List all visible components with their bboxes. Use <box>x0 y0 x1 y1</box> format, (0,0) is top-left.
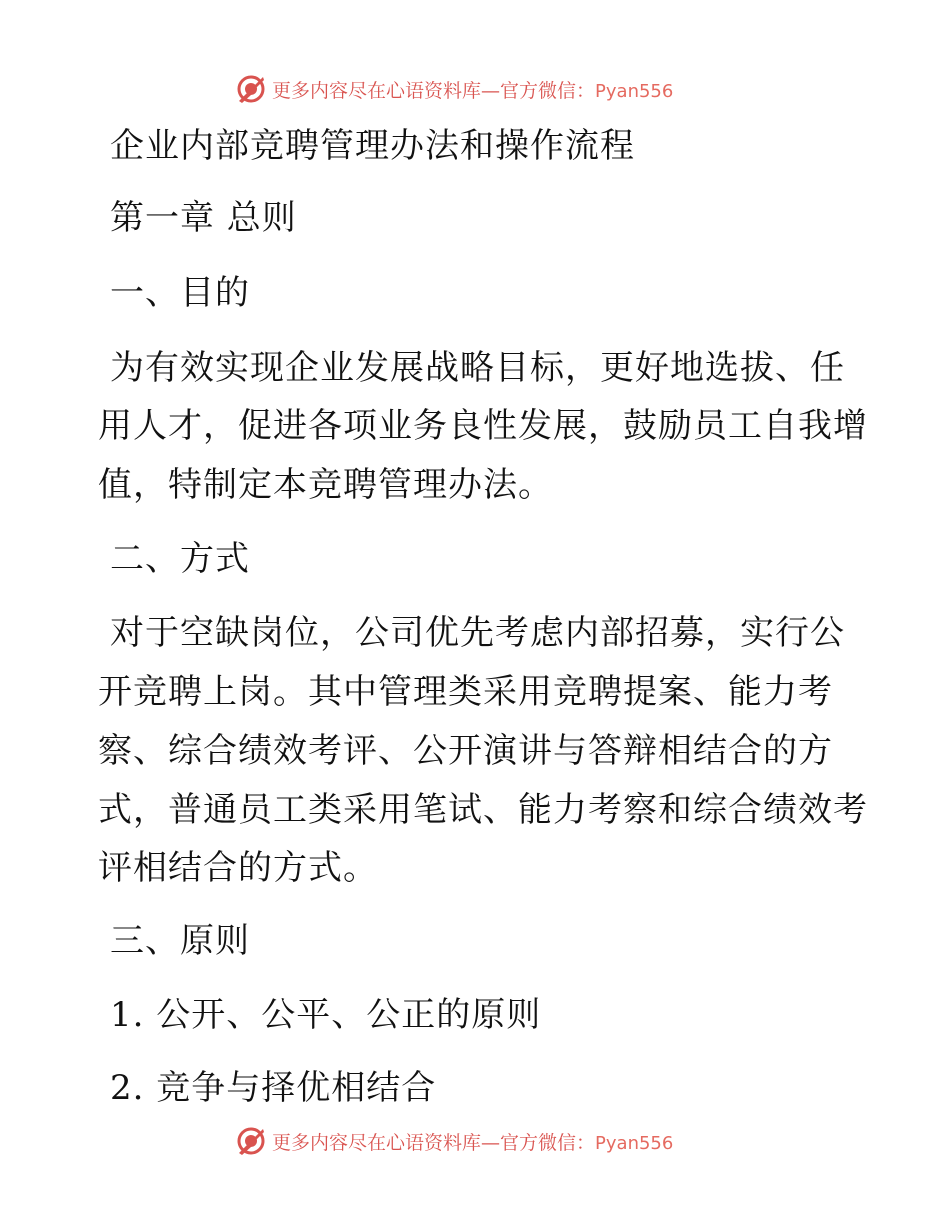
paragraph-line: 式，普通员工类采用笔试、能力考察和综合绩效考 <box>98 790 868 830</box>
footer-banner <box>236 1123 673 1159</box>
banner-wechat-id: Pyan556 <box>595 80 674 102</box>
banner-text <box>272 1128 673 1155</box>
section-heading-principles: 三、原则 <box>110 921 250 961</box>
paragraph-line: 开竞聘上岗。其中管理类采用竞聘提案、能力考 <box>98 672 833 712</box>
header-banner <box>236 71 673 107</box>
paragraph-line: 评相结合的方式。 <box>98 848 378 888</box>
document-title: 企业内部竞聘管理办法和操作流程 <box>110 126 635 166</box>
banner-wechat-label: 官方微信： <box>500 79 596 102</box>
banner-wechat-id: Pyan556 <box>595 1132 674 1154</box>
banner-main-text: 更多内容尽在心语资料库 <box>272 79 482 102</box>
principle-item: 2. 竞争与择优相结合 <box>110 1068 437 1108</box>
section-heading-purpose: 一、目的 <box>110 273 250 313</box>
banner-separator: — <box>481 1131 501 1154</box>
principle-item: 1. 公开、公平、公正的原则 <box>110 995 542 1035</box>
pen-logo-icon <box>236 74 266 104</box>
section-heading-method: 二、方式 <box>110 539 250 579</box>
banner-main-text: 更多内容尽在心语资料库 <box>272 1131 482 1154</box>
banner-text <box>272 76 673 103</box>
banner-separator: — <box>481 79 501 102</box>
paragraph-line: 为有效实现企业发展战略目标，更好地选拔、任 <box>110 348 845 388</box>
paragraph-line: 用人才，促进各项业务良性发展，鼓励员工自我增 <box>98 406 868 446</box>
paragraph-line: 值，特制定本竞聘管理办法。 <box>98 465 553 505</box>
chapter-heading: 第一章 总则 <box>110 198 297 238</box>
paragraph-line: 对于空缺岗位，公司优先考虑内部招募，实行公 <box>110 613 845 653</box>
paragraph-line: 察、综合绩效考评、公开演讲与答辩相结合的方 <box>98 731 833 771</box>
banner-wechat-label: 官方微信： <box>500 1131 596 1154</box>
pen-logo-icon <box>236 1126 266 1156</box>
